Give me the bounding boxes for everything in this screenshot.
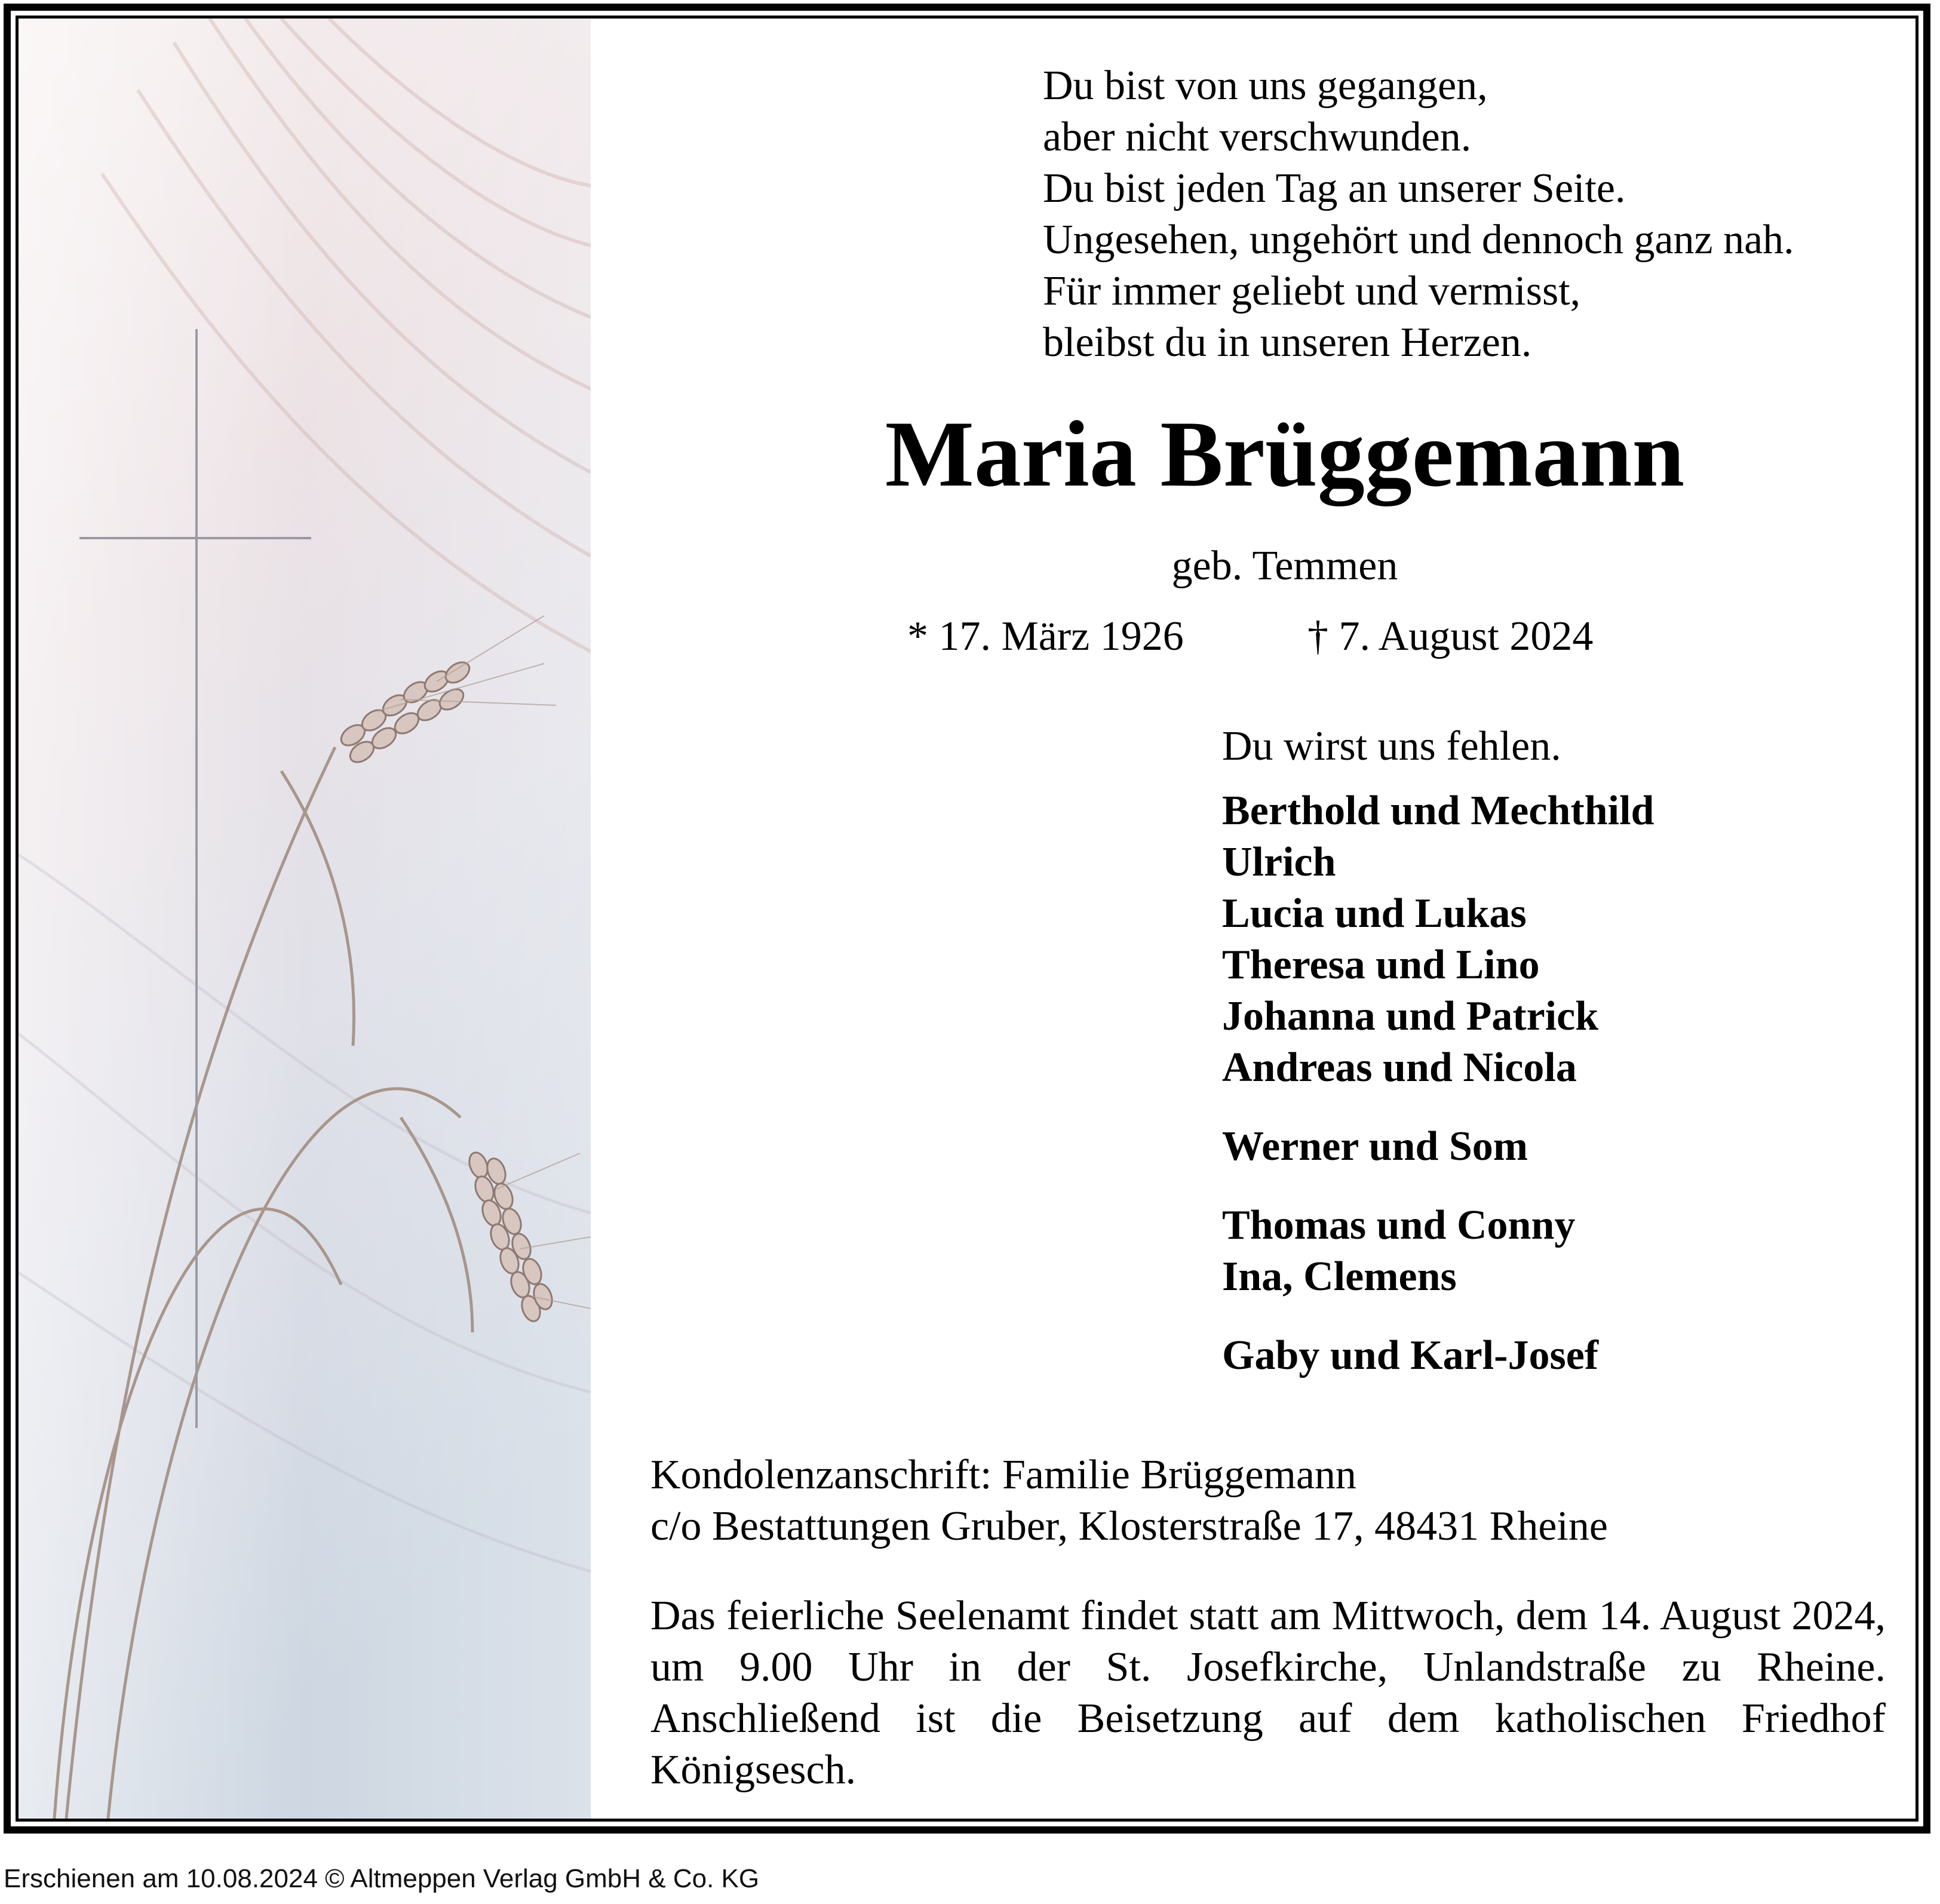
poem-line: aber nicht verschwunden. xyxy=(1043,114,1472,160)
mourner-group xyxy=(1222,1330,1654,1381)
condolence-line: c/o Bestattungen Gruber, Klosterstraße 17, 48431 Rheine xyxy=(650,1503,1608,1549)
mourner-name: Theresa und Lino xyxy=(1222,942,1540,988)
poem-line: Du bist von uns gegangen, xyxy=(1043,63,1488,109)
memorial-poem xyxy=(1043,60,1794,368)
service-announcement: Das feierliche Seelenamt findet statt am Mittwoch, dem 14. August 2024, um 9.00 Uhr in der St. Josefkirche, Unlandstraße zu Rheine. Anschließend ist die Beisetzung auf dem katholischen Friedhof Königsesch. xyxy=(650,1593,1886,1793)
poem-line: bleibst du in unseren Herzen. xyxy=(1043,320,1532,366)
mourner-name: Gaby und Karl-Josef xyxy=(1222,1332,1599,1378)
death-date: † 7. August 2024 xyxy=(1307,613,1594,659)
decorative-image-panel xyxy=(19,19,591,1819)
condolence-line: Kondolenzanschrift: Familie Brüggemann xyxy=(650,1452,1356,1498)
poem-line: Du bist jeden Tag an unserer Seite. xyxy=(1043,165,1626,211)
family-mourners xyxy=(1222,721,1654,1409)
mourner-name: Thomas und Conny xyxy=(1222,1202,1576,1248)
condolence-address xyxy=(650,1450,1608,1552)
mourner-name: Andreas und Nicola xyxy=(1222,1045,1577,1091)
notice-inner-border xyxy=(16,16,1918,1822)
family-intro: Du wirst uns fehlen. xyxy=(1222,723,1561,769)
mourner-group xyxy=(1222,785,1654,1094)
mourner-name: Ulrich xyxy=(1222,839,1336,885)
mourner-name: Ina, Clemens xyxy=(1222,1254,1457,1300)
birth-date: * 17. März 1926 xyxy=(907,613,1184,659)
mourner-name: Berthold und Mechthild xyxy=(1222,788,1654,834)
poem-line: Ungesehen, ungehört und dennoch ganz nah. xyxy=(1043,217,1794,263)
mourner-name: Werner und Som xyxy=(1222,1123,1528,1169)
mourner-name: Lucia und Lukas xyxy=(1222,890,1527,936)
deceased-name: Maria Brüggemann xyxy=(885,402,1685,506)
mourner-group xyxy=(1222,1200,1654,1303)
poem-line: Für immer geliebt und vermisst, xyxy=(1043,268,1581,314)
mourner-name: Johanna und Patrick xyxy=(1222,993,1599,1039)
maiden-name: geb. Temmen xyxy=(1171,543,1398,589)
mourner-group xyxy=(1222,1121,1654,1172)
publication-footer: Erschienen am 10.08.2024 © Altmeppen Verlag GmbH & Co. KG xyxy=(4,1864,760,1893)
